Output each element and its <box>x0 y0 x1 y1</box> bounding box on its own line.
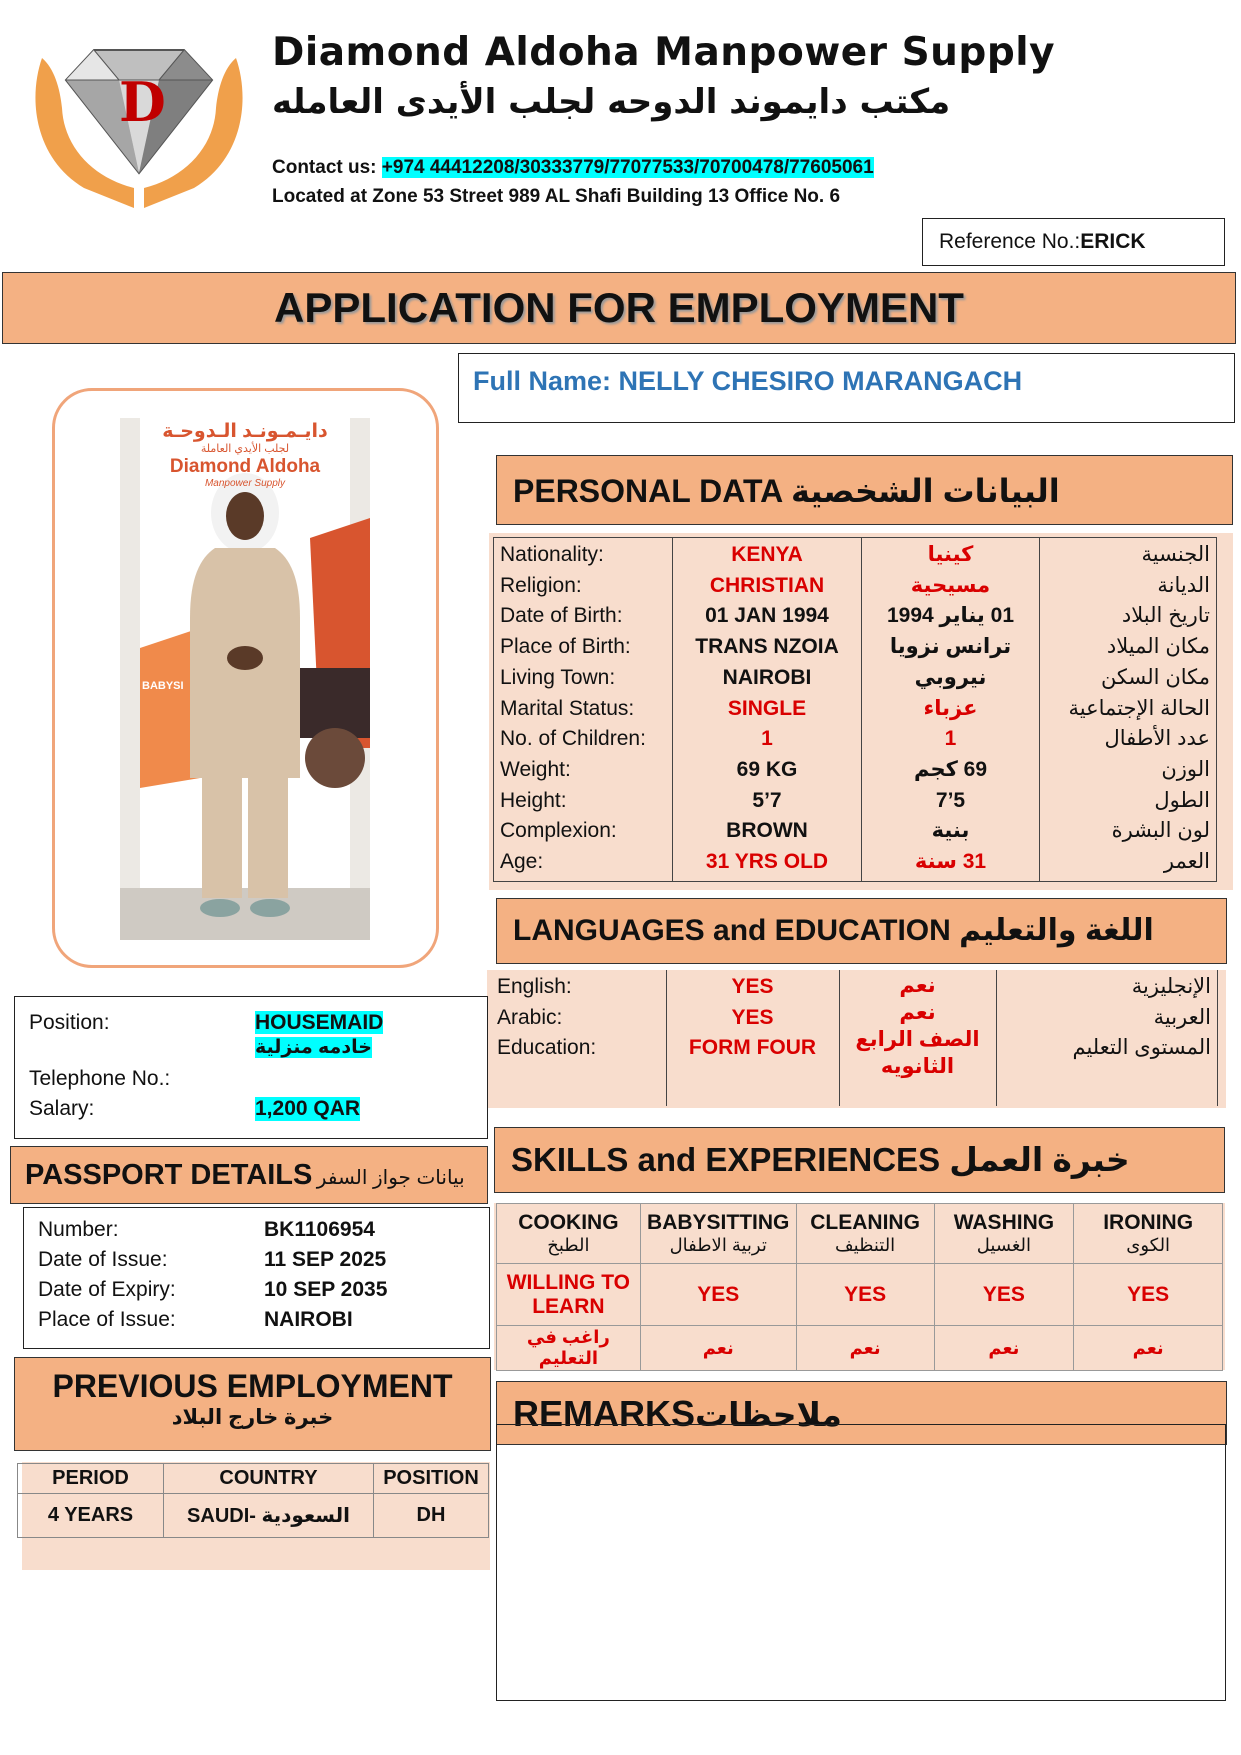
table-row <box>18 1494 489 1538</box>
personal-value-ar: 31 سنة <box>914 850 987 874</box>
skill-name: BABYSITTING <box>647 1211 790 1234</box>
language-values-ar <box>839 970 996 1106</box>
skill-name-ar: الكوى <box>1126 1235 1171 1255</box>
language-label: English: <box>497 975 572 998</box>
language-value-ar: نعم <box>899 1001 936 1024</box>
personal-value-ar: 1 <box>944 727 957 751</box>
full-name-box <box>458 353 1235 423</box>
banner-english-sub: Manpower Supply <box>204 478 286 489</box>
personal-label: Living Town: <box>500 665 616 689</box>
language-label-ar: المستوى التعليم <box>1072 1036 1211 1060</box>
passport-issue-value: 11 SEP 2025 <box>264 1248 387 1271</box>
skill-value: WILLING TO LEARN <box>497 1264 641 1326</box>
passport-number-value: BK1106954 <box>264 1218 375 1241</box>
passport-expiry-value: 10 SEP 2035 <box>264 1278 388 1301</box>
personal-value: 1 <box>761 727 773 751</box>
personal-value-ar: ترانس نزويا <box>889 635 1012 659</box>
personal-label: Place of Birth: <box>500 635 631 659</box>
skill-column-header <box>934 1204 1074 1264</box>
personal-value: 31 YRS OLD <box>705 850 829 874</box>
skill-name: WASHING <box>953 1211 1055 1234</box>
skills-heading-ar: خبرة العمل <box>949 1141 1130 1178</box>
passport-place-value: NAIROBI <box>264 1308 353 1331</box>
personal-labels-ar <box>1040 538 1217 882</box>
personal-label-ar: تاريخ البلاد <box>1121 604 1210 628</box>
previous-employment-header <box>14 1357 491 1451</box>
language-label: Education: <box>497 1036 597 1060</box>
previous-employment-table <box>17 1463 489 1538</box>
remarks-heading: REMARKS <box>513 1393 696 1434</box>
logo-letter: D <box>119 70 166 134</box>
skill-column-header <box>497 1204 641 1264</box>
personal-value-ar: 01 يناير 1994 <box>886 604 1015 628</box>
personal-value: NAIROBI <box>722 665 812 689</box>
position-label: Position: <box>29 1011 110 1034</box>
language-label-ar: الإنجليزية <box>1131 975 1211 998</box>
language-value-ar: الصف الرابع الثانويه <box>855 1028 980 1078</box>
passport-heading: PASSPORT DETAILS <box>25 1159 313 1191</box>
personal-value-ar: كينيا <box>927 543 974 566</box>
skill-name-ar: التنظيف <box>835 1235 896 1255</box>
skills-value-row <box>497 1264 1223 1326</box>
applicant-photo <box>120 418 370 940</box>
company-name: Diamond Aldoha Manpower Supply <box>272 30 1056 75</box>
personal-value: 69 KG <box>736 757 798 781</box>
personal-label-ar: الجنسية <box>1141 543 1210 566</box>
personal-label: Marital Status: <box>500 696 635 720</box>
language-label: Arabic: <box>497 1005 563 1029</box>
company-logo <box>24 38 254 214</box>
personal-data-heading: PERSONAL DATA <box>513 473 783 509</box>
banner-arabic-sub: لجلب الأيدي العاملة <box>200 443 290 455</box>
salary-label: Salary: <box>29 1097 95 1120</box>
passport-details-box <box>23 1207 490 1349</box>
personal-value: 01 JAN 1994 <box>705 604 829 628</box>
skills-heading: SKILLS and EXPERIENCES <box>511 1141 941 1178</box>
skill-column-header <box>1074 1204 1223 1264</box>
personal-labels <box>494 538 673 882</box>
remarks-box <box>496 1424 1226 1701</box>
skill-value: YES <box>934 1264 1074 1326</box>
page-title: APPLICATION FOR EMPLOYMENT <box>2 272 1236 344</box>
passport-issue-label: Date of Issue: <box>38 1248 168 1271</box>
language-labels-ar <box>996 970 1218 1106</box>
banner-english: Diamond Aldoha <box>169 456 321 477</box>
skill-name-ar: الغسيل <box>976 1235 1032 1255</box>
contact-numbers: +974 44412208/30333779/77077533/70700478/77605061 <box>381 157 874 178</box>
personal-value-ar: مسيحية <box>910 573 991 597</box>
personal-value: CHRISTIAN <box>709 573 825 597</box>
languages-table <box>487 970 1226 1108</box>
personal-label-ar: العمر <box>1163 850 1210 874</box>
skill-value-ar: نعم <box>934 1326 1074 1371</box>
personal-label: Date of Birth: <box>500 604 623 628</box>
prev-col-country: COUNTRY <box>164 1464 374 1494</box>
personal-label-ar: مكان السكن <box>1100 665 1210 689</box>
personal-label-ar: الوزن <box>1161 757 1210 781</box>
personal-label-ar: الطول <box>1154 788 1210 812</box>
skill-value-ar: راغب في التعليم <box>497 1326 641 1371</box>
language-values <box>666 970 839 1106</box>
skill-value-ar: نعم <box>1074 1326 1223 1371</box>
language-value: YES <box>731 975 774 998</box>
personal-label: Nationality: <box>500 543 604 566</box>
company-name-arabic: مكتب دايموند الدوحه لجلب الأيدى العامله <box>272 82 951 122</box>
personal-label-ar: مكان الميلاد <box>1106 635 1210 659</box>
personal-label-ar: عدد الأطفال <box>1104 727 1210 751</box>
passport-heading-ar: بيانات جواز السفر <box>316 1167 465 1189</box>
passport-header <box>10 1146 488 1204</box>
personal-data-heading-ar: البيانات الشخصية <box>790 473 1060 509</box>
language-label-ar: العربية <box>1153 1005 1211 1029</box>
skill-value: YES <box>796 1264 934 1326</box>
reference-box <box>922 218 1225 266</box>
skills-value-row-ar <box>497 1326 1223 1371</box>
prev-period-value: 4 YEARS <box>18 1494 164 1538</box>
position-value <box>255 1011 383 1059</box>
personal-value-ar: نيروبي <box>914 665 987 689</box>
personal-label: Weight: <box>500 757 571 781</box>
reference-value: ERICK <box>1080 230 1146 253</box>
personal-value: 5’7 <box>752 788 782 812</box>
skill-name: COOKING <box>518 1211 619 1234</box>
skills-table <box>496 1203 1223 1371</box>
position-value-en: HOUSEMAID <box>255 1011 384 1034</box>
personal-value-ar: 69 كجم <box>913 757 987 781</box>
skill-name-ar: تربية الاطفال <box>669 1235 767 1255</box>
position-value-ar: خادمه منزلية <box>255 1037 372 1058</box>
language-value: YES <box>731 1005 774 1029</box>
reference-label: Reference No.: <box>939 230 1081 253</box>
skill-name: CLEANING <box>810 1211 920 1234</box>
personal-values-ar <box>862 538 1040 882</box>
passport-place-label: Place of Issue: <box>38 1308 176 1331</box>
personal-label-ar: الحالة الإجتماعية <box>1068 696 1210 720</box>
salary-value: 1,200 QAR <box>255 1097 361 1120</box>
languages-heading: LANGUAGES and EDUCATION <box>513 914 951 947</box>
personal-label: Religion: <box>500 573 582 597</box>
personal-values <box>673 538 862 882</box>
skill-column-header <box>640 1204 796 1264</box>
personal-label: Complexion: <box>500 819 617 843</box>
remarks-heading-ar: ملاحظات <box>695 1396 842 1433</box>
personal-label: No. of Children: <box>500 727 646 751</box>
full-name-label: Full Name: <box>473 366 612 396</box>
prev-col-period: PERIOD <box>18 1464 164 1494</box>
position-box <box>14 996 488 1139</box>
prev-country-value: SAUDI- السعودية <box>164 1494 374 1538</box>
passport-expiry-label: Date of Expiry: <box>38 1278 176 1301</box>
contact-line <box>272 157 874 179</box>
contact-label: Contact us: <box>272 157 382 178</box>
office-address: Located at Zone 53 Street 989 AL Shafi Building 13 Office No. 6 <box>272 186 841 207</box>
personal-value-ar: 5’7 <box>935 788 966 812</box>
skill-value-ar: نعم <box>796 1326 934 1371</box>
skills-header <box>494 1127 1225 1193</box>
personal-value: TRANS NZOIA <box>695 635 839 659</box>
banner-side-text: BABYSI <box>142 680 184 692</box>
languages-header <box>496 898 1227 964</box>
previous-header-row <box>18 1464 489 1494</box>
personal-value: BROWN <box>726 819 808 843</box>
language-labels <box>491 970 666 1106</box>
skill-value: YES <box>1074 1264 1223 1326</box>
personal-data-header <box>496 455 1233 525</box>
full-name-value: NELLY CHESIRO MARANGACH <box>618 366 1023 396</box>
personal-value-ar: عزباء <box>923 696 978 720</box>
prev-col-position: POSITION <box>374 1464 489 1494</box>
personal-value-ar: بنية <box>931 819 970 843</box>
skill-column-header <box>796 1204 934 1264</box>
personal-label: Age: <box>500 850 544 874</box>
passport-number-label: Number: <box>38 1218 119 1241</box>
personal-value: KENYA <box>731 543 803 566</box>
personal-label-ar: الديانة <box>1157 573 1210 597</box>
personal-data-table <box>489 533 1233 890</box>
skill-value-ar: نعم <box>640 1326 796 1371</box>
skill-name-ar: الطبخ <box>547 1235 590 1255</box>
personal-label-ar: لون البشرة <box>1111 819 1210 843</box>
language-value: FORM FOUR <box>688 1036 817 1060</box>
languages-heading-ar: اللغة والتعليم <box>959 914 1154 947</box>
language-value-ar: نعم <box>899 974 936 997</box>
banner-arabic: دايـمـونـد الـدوحـة <box>162 421 328 442</box>
personal-value: SINGLE <box>727 696 807 720</box>
personal-label: Height: <box>500 788 567 812</box>
skills-header-row <box>497 1204 1223 1264</box>
previous-employment-heading-ar: خبرة خارج البلاد <box>171 1406 334 1429</box>
previous-employment-heading: PREVIOUS EMPLOYMENT <box>52 1368 453 1404</box>
telephone-label: Telephone No.: <box>29 1067 171 1090</box>
skill-name: IRONING <box>1103 1211 1194 1234</box>
skill-value: YES <box>640 1264 796 1326</box>
prev-position-value: DH <box>374 1494 489 1538</box>
